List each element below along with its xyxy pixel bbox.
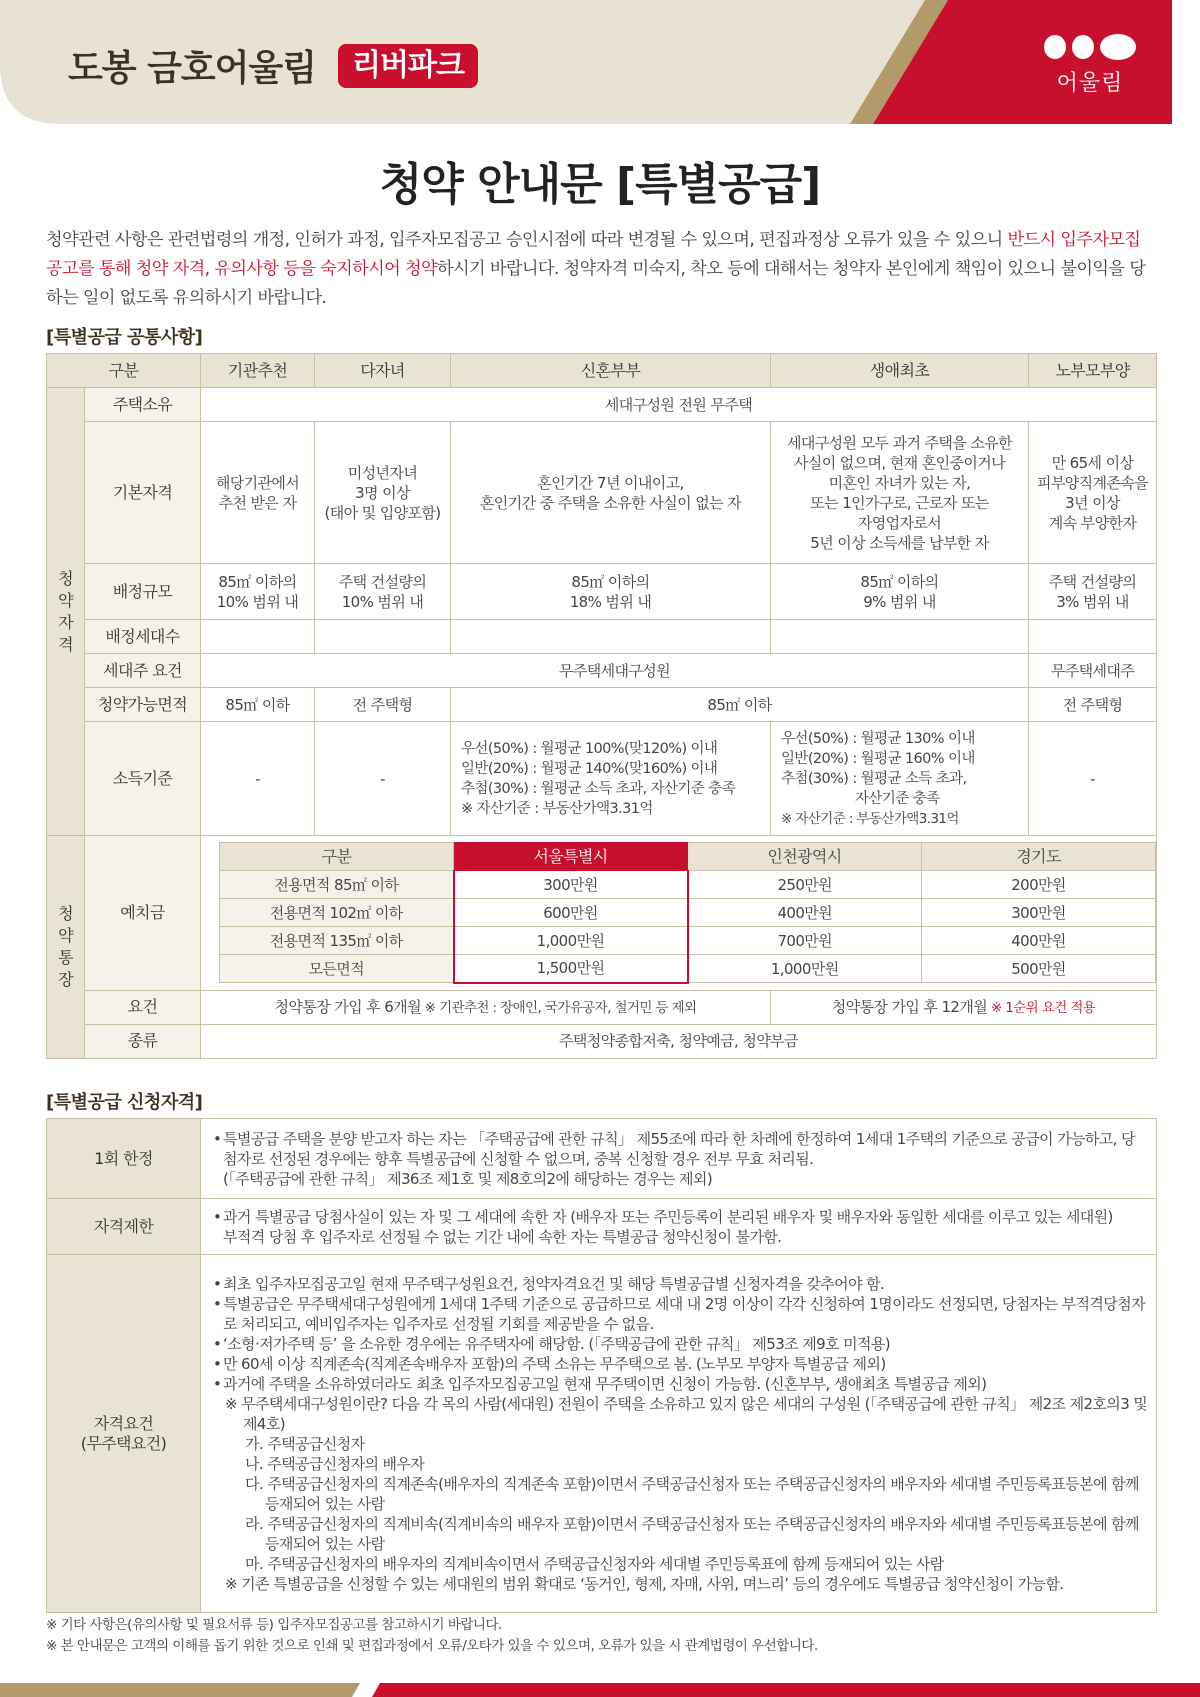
- row-label: 청약가능면적: [85, 688, 201, 722]
- table-cell: [771, 990, 1157, 1024]
- table-row: [47, 620, 1157, 654]
- table-cell: [201, 836, 1157, 991]
- deposit-cell: 300만원: [454, 871, 688, 899]
- req-text: 청약통장 가입 후 12개월: [831, 997, 988, 1016]
- req-note-red: ※ 1순위 요건 적용: [987, 999, 1096, 1016]
- header-cell: 기관추천: [201, 354, 315, 388]
- deposit-table: [219, 842, 1156, 984]
- footer-note: ※ 기타 사항은(유의사항 및 필요서류 등) 입주자모집공고를 참고하시기 바랍니다.: [46, 1617, 502, 1633]
- table-cell: 85㎡ 이하: [451, 688, 1029, 722]
- list-item: • 만 60세 이상 직계존속(직계존속배우자 포함)의 주택 소유는 무주택으로 봄. (노부모 부양자 특별공급 제외): [213, 1354, 1148, 1374]
- row-label: 기본자격: [85, 422, 201, 564]
- table-row: [47, 564, 1157, 620]
- list-item: • ‘소형·저가주택 등’ 을 소유한 경우에는 유주택자에 해당함. (「주택공급에 관한 규칙」 제53조 제9호 미적용): [213, 1334, 1148, 1354]
- table-cell: [201, 1119, 1157, 1199]
- logo-dots-icon: [1040, 34, 1140, 60]
- table-cell: [451, 620, 771, 654]
- table-cell: 우선(50%) : 월평균 100%(맞120%) 이내 일반(20%) : 월평균 140%(맞160%) 이내 추첨(30%) : 월평균 소득 초과, 자산기준 충족 ※ 자산기준 : 부동산가액3.31억: [451, 722, 771, 836]
- deposit-cell: 전용면적 85㎡ 이하: [220, 871, 454, 899]
- list-item: • 최초 입주자모집공고일 현재 무주택구성원요건, 청약자격요건 및 해당 특별공급별 신청자격을 갖추어야 함.: [213, 1274, 1148, 1294]
- brand-badge: 리버파크: [338, 44, 478, 88]
- table-row: [47, 1119, 1157, 1199]
- header-cell: 노부모부양: [1029, 354, 1157, 388]
- deposit-header: 구분: [220, 843, 454, 871]
- table-cell: 무주택세대주: [1029, 654, 1157, 688]
- row-label: 1회 한정: [47, 1119, 201, 1199]
- table-cell: [201, 1255, 1157, 1613]
- row-label: 종류: [85, 1024, 201, 1058]
- table-header-row: [47, 354, 1157, 388]
- table-cell: [201, 990, 771, 1024]
- list-sub-item: 라. 주택공급신청자의 직계비속(직계비속의 배우자 포함)이면서 주택공급신청자 또는 주택공급신청자의 배우자와 세대별 주민등록표등본에 함께 등재되어 있는 사람: [245, 1514, 1139, 1553]
- deposit-cell: 전용면적 135㎡ 이하: [220, 927, 454, 955]
- table-row: [47, 722, 1157, 836]
- table-row: [47, 654, 1157, 688]
- table-row: [47, 836, 1157, 991]
- table-row: [47, 990, 1157, 1024]
- table-cell: 미성년자녀 3명 이상 (태아 및 입양포함): [315, 422, 451, 564]
- deposit-header-row: [220, 843, 1156, 871]
- header-cell: 신혼부부: [451, 354, 771, 388]
- table-row: [47, 1255, 1157, 1613]
- deposit-row: [220, 871, 1156, 899]
- deposit-header: 인천광역시: [688, 843, 922, 871]
- table-cell: 85㎡ 이하의 18% 범위 내: [451, 564, 771, 620]
- list-note: ※ 무주택세대구성원이란? 다음 각 목의 사람(세대원) 전원이 주택을 소유하고 있지 않은 세대의 구성원 (「주택공급에 관한 규칙」 제2조 제2호의3 및 제4호): [225, 1394, 1148, 1433]
- row-label: 요건: [85, 990, 201, 1024]
- intro-text-highlight: 반드시 입주자모집공고를 통해 청약 자격, 유의사항 등을 숙지하시어 청약: [46, 230, 1141, 279]
- income-note: ※ 자산기준 : 부동산가액3.31억: [781, 810, 959, 827]
- row-label: [47, 1255, 201, 1613]
- deposit-cell: 1,500만원: [454, 955, 688, 983]
- table-cell: 전 주택형: [1029, 688, 1157, 722]
- table-cell: -: [315, 722, 451, 836]
- table-row: [47, 422, 1157, 564]
- deposit-cell: 200만원: [922, 871, 1156, 899]
- row-label-line: (무주택요건): [80, 1433, 167, 1453]
- list-note: ※ 기존 특별공급을 신청할 수 있는 세대원의 범위 확대로 ‘동거인, 형제, 자매, 사위, 며느리’ 등의 경우에도 특별공급 청약신청이 가능함.: [225, 1574, 1064, 1593]
- table-cell: 85㎡ 이하의 10% 범위 내: [201, 564, 315, 620]
- table-row: [47, 688, 1157, 722]
- intro-paragraph: [46, 226, 1156, 313]
- section-title-eligibility: [특별공급 신청자격]: [46, 1092, 203, 1113]
- table-cell: 85㎡ 이하의 9% 범위 내: [771, 564, 1029, 620]
- brand-logo: [1040, 34, 1140, 97]
- deposit-cell: 전용면적 102㎡ 이하: [220, 899, 454, 927]
- list-item: (「주택공급에 관한 규칙」 제36조 제1호 및 제8호의2에 해당하는 경우는 제외): [223, 1169, 713, 1188]
- table-cell: 전 주택형: [315, 688, 451, 722]
- list-sub-item: 나. 주택공급신청자의 배우자: [245, 1454, 425, 1473]
- list-item: • 과거 특별공급 당첨사실이 있는 자 및 그 세대에 속한 자 (배우자 또는 주민등록이 분리된 배우자 및 배우자와 동일한 세대를 이루고 있는 세대원): [213, 1207, 1148, 1227]
- header-cell: 생애최초: [771, 354, 1029, 388]
- header-cell: 다자녀: [315, 354, 451, 388]
- table-cell: 주택청약종합저축, 청약예금, 청약부금: [201, 1024, 1157, 1058]
- deposit-cell: 400만원: [922, 927, 1156, 955]
- table-cell: 세대구성원 모두 과거 주택을 소유한 사실이 없으며, 현재 혼인중이거나 미혼인 자녀가 있는 자, 또는 1인가구로, 근로자 또는 자영업자로서 5년 이상 소득세를 납부한 자: [771, 422, 1029, 564]
- footer-note: ※ 본 안내문은 고객의 이해를 돕기 위한 것으로 인쇄 및 편집과정에서 오류/오타가 있을 수 있으며, 오류가 있을 시 관계법령이 우선합니다.: [46, 1638, 818, 1654]
- table-cell: 주택 건설량의 10% 범위 내: [315, 564, 451, 620]
- deposit-row: [220, 927, 1156, 955]
- list-item: • 특별공급 주택을 분양 받고자 하는 자는 「주택공급에 관한 규칙」 제55조에 따라 한 차례에 한정하여 1세대 1주택의 기준으로 공급이 가능하고, 당첨자로 선정된 경우에는 향후 특별공급에 신청할 수 없으며, 중복 신청할 경우 전부 무효 처리됨.: [213, 1129, 1148, 1169]
- table-cell: -: [201, 722, 315, 836]
- deposit-cell: 300만원: [922, 899, 1156, 927]
- deposit-row: [220, 899, 1156, 927]
- list-item: • 과거에 주택을 소유하였더라도 최초 입주자모집공고일 현재 무주택이면 신청이 가능함. (신혼부부, 생애최초 특별공급 제외): [213, 1374, 1148, 1394]
- table-cell: 해당기관에서 추천 받은 자: [201, 422, 315, 564]
- deposit-cell: 1,000만원: [688, 955, 922, 983]
- table-cell: 주택 건설량의 3% 범위 내: [1029, 564, 1157, 620]
- intro-text-2: 하시기 바랍니다. 청약자격 미숙지, 착오 등에 대해서는 청약자 본인에게 책임이 있으니 불이익을 당하는 일이 없도록 유의하시기 바랍니다.: [46, 259, 1146, 308]
- table-cell: 85㎡ 이하: [201, 688, 315, 722]
- deposit-cell: 700만원: [688, 927, 922, 955]
- row-label-line: 자격요건: [93, 1413, 154, 1433]
- brand-title: 도봉 금호어울림: [68, 48, 316, 89]
- deposit-cell: 500만원: [922, 955, 1156, 983]
- list-item: 부적격 당첨 후 입주자로 선정될 수 없는 기간 내에 속한 자는 특별공급 청약신청이 불가함.: [223, 1227, 782, 1246]
- page-title: 청약 안내문 [특별공급]: [379, 159, 821, 210]
- bottom-bar: [0, 1683, 1200, 1697]
- page-header: [0, 0, 1200, 124]
- row-label: 세대주 요건: [85, 654, 201, 688]
- row-label: 배정세대수: [85, 620, 201, 654]
- row-label: 자격제한: [47, 1199, 201, 1255]
- deposit-row: [220, 955, 1156, 983]
- table-cell: 세대구성원 전원 무주택: [201, 388, 1157, 422]
- table-row: [47, 1024, 1157, 1058]
- list-sub-item: 마. 주택공급신청자의 배우자의 직계비속이면서 주택공급신청자와 세대별 주민등록표에 함께 등재되어 있는 사람: [245, 1554, 944, 1573]
- group-label-account: 청 약 통 장: [47, 836, 85, 1059]
- row-label: 배정규모: [85, 564, 201, 620]
- eligibility-table: [46, 1118, 1157, 1613]
- header-cell: 구분: [47, 354, 201, 388]
- table-cell: [201, 620, 315, 654]
- table-row: [47, 388, 1157, 422]
- deposit-cell: 250만원: [688, 871, 922, 899]
- table-cell: 만 65세 이상 피부양직계존속을 3년 이상 계속 부양한자: [1029, 422, 1157, 564]
- common-table: [46, 353, 1157, 1059]
- table-cell: -: [1029, 722, 1157, 836]
- income-text-1: 우선(50%) : 월평균 130% 이내 일반(20%) : 월평균 160% 이내 추첨(30%) : 월평균 소득 초과,: [781, 730, 975, 787]
- table-cell: 무주택세대구성원: [201, 654, 1029, 688]
- table-cell: [771, 722, 1029, 836]
- list-sub-item: 다. 주택공급신청자의 직계존속(배우자의 직계존속 포함)이면서 주택공급신청자 또는 주택공급신청자의 배우자와 세대별 주민등록표등본에 함께 등재되어 있는 사람: [245, 1474, 1139, 1513]
- deposit-cell: 400만원: [688, 899, 922, 927]
- row-label: 소득기준: [85, 722, 201, 836]
- section-title-common: [특별공급 공통사항]: [46, 327, 203, 348]
- table-cell: [315, 620, 451, 654]
- deposit-header: 경기도: [922, 843, 1156, 871]
- table-cell: [201, 1199, 1157, 1255]
- table-cell: [771, 620, 1029, 654]
- row-label: 주택소유: [85, 388, 201, 422]
- logo-text: 어울림: [1056, 71, 1124, 96]
- list-item: • 특별공급은 무주택세대구성원에게 1세대 1주택 기준으로 공급하므로 세대 내 2명 이상이 각각 신청하여 1명이라도 선정되면, 당첨자는 부적격당첨자로 처리되고, 예비입주자는 입주자로 선정될 기회를 제공받을 수 없음.: [213, 1294, 1148, 1334]
- deposit-cell: 1,000만원: [454, 927, 688, 955]
- intro-text-1: 청약관련 사항은 관련법령의 개정, 인허가 과정, 입주자모집공고 승인시점에 따라 변경될 수 있으며, 편집과정상 오류가 있을 수 있으니: [46, 230, 1008, 250]
- req-note: ※ 기관추천 : 장애인, 국가유공자, 철거민 등 제외: [420, 999, 697, 1016]
- row-label: 예치금: [85, 836, 201, 991]
- income-text-2: 자산기준 충족: [855, 790, 940, 807]
- table-cell: 혼인기간 7년 이내이고, 혼인기간 중 주택을 소유한 사실이 없는 자: [451, 422, 771, 564]
- deposit-cell: 모든면적: [220, 955, 454, 983]
- group-label-qualification: 청 약 자 격: [47, 388, 85, 836]
- table-cell: [1029, 620, 1157, 654]
- footer-notes: [46, 1615, 818, 1657]
- deposit-cell: 600만원: [454, 899, 688, 927]
- list-sub-item: 가. 주택공급신청자: [245, 1434, 365, 1453]
- table-row: [47, 1199, 1157, 1255]
- deposit-header-seoul: 서울특별시: [454, 843, 688, 871]
- req-text: 청약통장 가입 후 6개월: [274, 997, 421, 1016]
